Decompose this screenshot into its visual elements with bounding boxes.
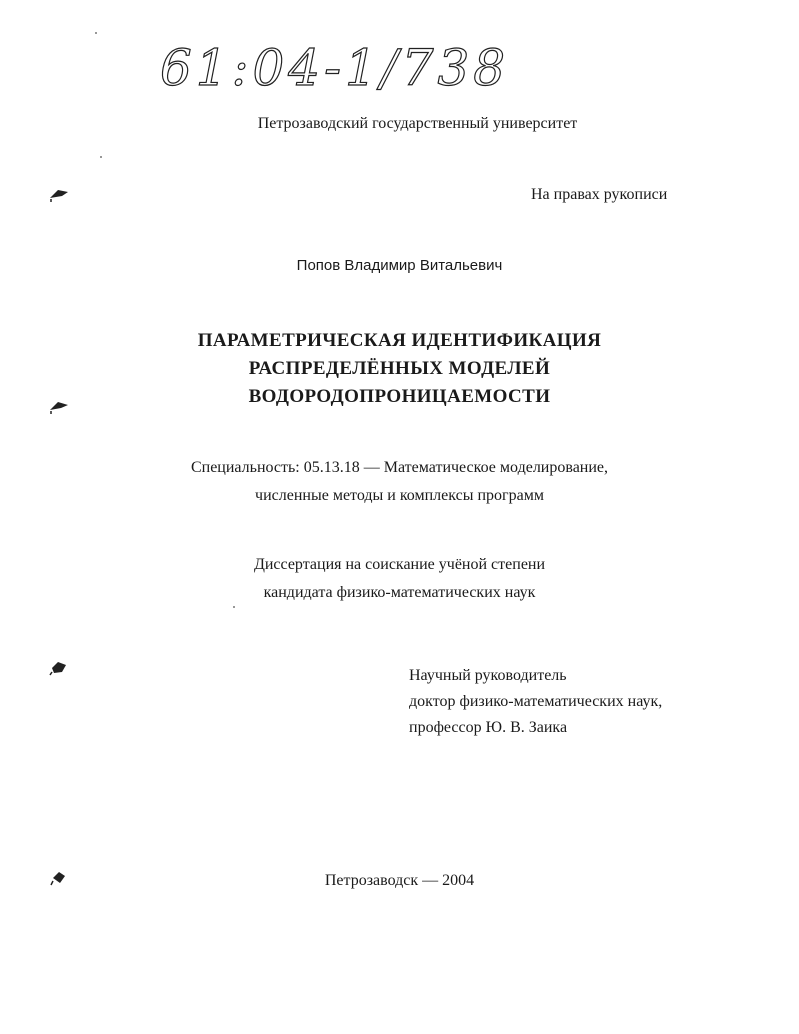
title-line-3: ВОДОРОДОПРОНИЦАЕМОСТИ bbox=[248, 386, 551, 407]
binding-hole-mark-icon bbox=[48, 660, 70, 676]
degree-line-1: Диссертация на соискание учёной степени bbox=[253, 556, 546, 573]
advisor-block bbox=[409, 663, 662, 741]
city-year: Петрозаводск — 2004 bbox=[324, 872, 475, 889]
degree-line-2: кандидата физико-математических наук bbox=[263, 584, 536, 601]
handwritten-archive-number bbox=[150, 30, 550, 100]
university-name: Петрозаводский государственный университет bbox=[257, 115, 578, 132]
advisor-degree: доктор физико-математических наук, bbox=[409, 693, 663, 710]
title-line-1: ПАРАМЕТРИЧЕСКАЯ ИДЕНТИФИКАЦИЯ bbox=[197, 330, 602, 351]
scan-speck bbox=[95, 32, 97, 34]
binding-hole-mark-icon bbox=[48, 186, 70, 202]
advisor-name: профессор Ю. В. Заика bbox=[409, 719, 568, 736]
manuscript-rights-note: На правах рукописи bbox=[531, 186, 668, 203]
scan-speck bbox=[100, 156, 102, 158]
author-name: Попов Владимир Витальевич bbox=[296, 257, 503, 274]
binding-hole-mark-icon bbox=[48, 870, 70, 886]
handwritten-archive-number-text: 61:04-1/738 bbox=[160, 39, 510, 97]
specialty-line-2: численные методы и комплексы программ bbox=[255, 487, 544, 504]
scan-speck bbox=[233, 606, 235, 608]
binding-hole-mark-icon bbox=[48, 398, 70, 414]
title-line-2: РАСПРЕДЕЛЁННЫХ МОДЕЛЕЙ bbox=[248, 358, 551, 379]
advisor-role: Научный руководитель bbox=[409, 667, 567, 684]
specialty-line-1: Специальность: 05.13.18 — Математическое моделирование, bbox=[190, 459, 609, 476]
degree-block bbox=[0, 551, 799, 607]
specialty-block bbox=[0, 454, 799, 510]
dissertation-title bbox=[0, 327, 799, 411]
